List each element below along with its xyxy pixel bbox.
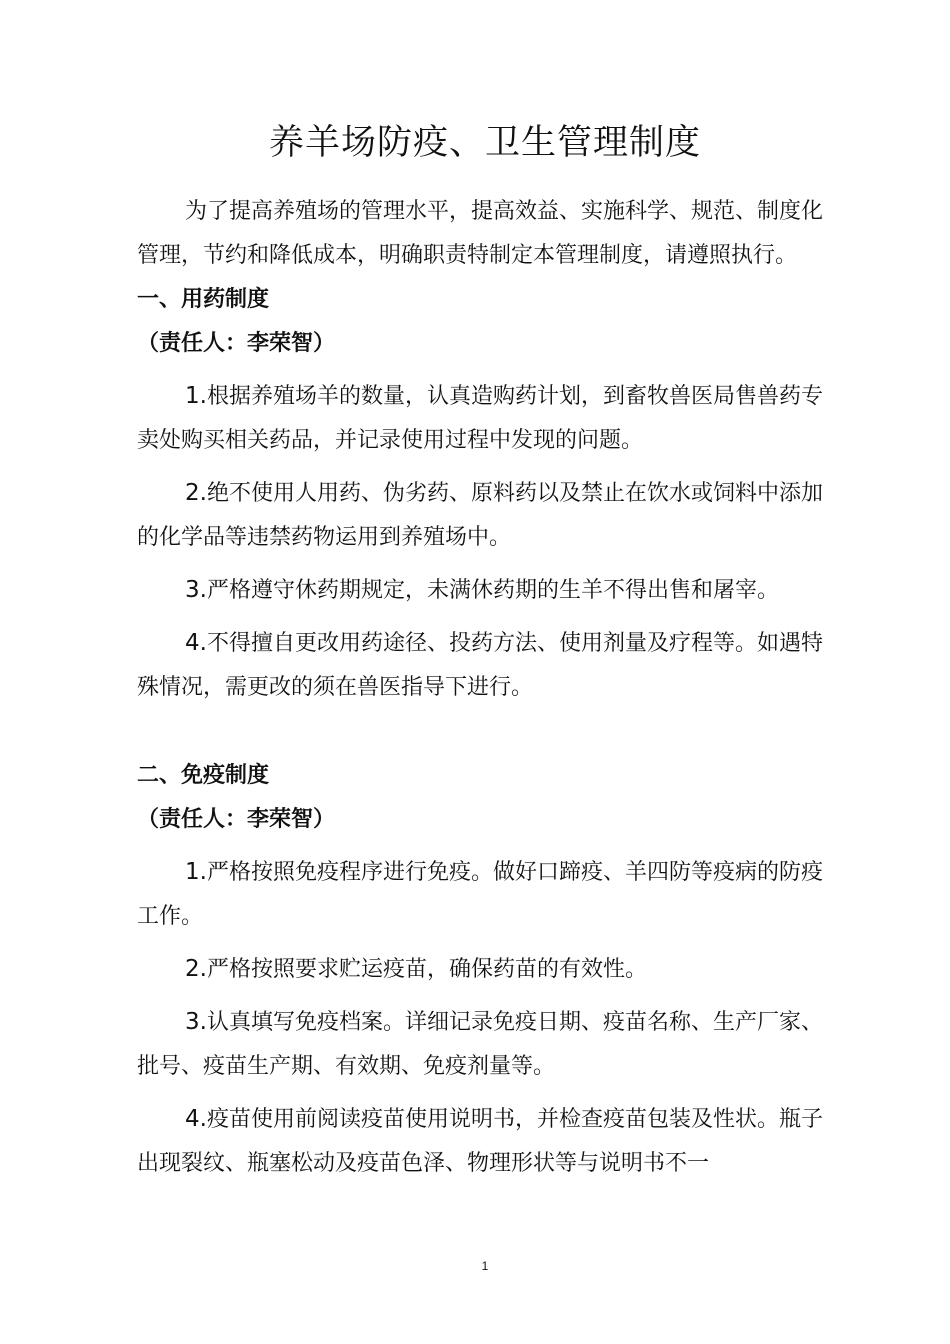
item-number: 4. <box>185 1106 207 1132</box>
item-number: 3. <box>185 1009 207 1035</box>
item-number: 1. <box>185 859 207 885</box>
item-text: 认真填写免疫档案。详细记录免疫日期、疫苗名称、生产厂家、批号、疫苗生产期、有效期、免疫剂量等。 <box>137 1010 823 1079</box>
section-immunization <box>137 754 837 1186</box>
item-text: 严格按照免疫程序进行免疫。做好口蹄疫、羊四防等疫病的防疫工作。 <box>137 860 823 929</box>
list-item <box>137 947 837 992</box>
page-number: 1 <box>481 1259 489 1273</box>
item-number: 2. <box>185 956 207 982</box>
item-text: 不得擅自更改用药途径、投药方法、使用剂量及疗程等。如遇特殊情况，需更改的须在兽医指导下进行。 <box>137 631 823 700</box>
item-text: 严格遵守休药期规定，未满休药期的生羊不得出售和屠宰。 <box>206 578 779 603</box>
item-text: 严格按照要求贮运疫苗，确保药苗的有效性。 <box>206 957 647 982</box>
section-heading: 二、免疫制度 <box>137 763 270 788</box>
document-body <box>137 190 837 1186</box>
item-text: 疫苗使用前阅读疫苗使用说明书，并检查疫苗包装及性状。瓶子出现裂纹、瓶塞松动及疫苗色泽、物理形状等与说明书不一 <box>137 1107 823 1176</box>
list-item <box>137 850 837 939</box>
list-item <box>137 471 837 560</box>
section-heading: 一、用药制度 <box>137 287 270 312</box>
responsible-person: （责任人：李荣智） <box>137 331 336 356</box>
item-text: 绝不使用人用药、伪劣药、原料药以及禁止在饮水或饲料中添加的化学品等违禁药物运用到养殖场中。 <box>137 481 823 550</box>
list-item <box>137 1097 837 1186</box>
list-item <box>137 621 837 710</box>
list-item <box>137 1000 837 1089</box>
item-number: 3. <box>185 577 207 603</box>
item-number: 2. <box>185 480 207 506</box>
list-item <box>137 374 837 463</box>
intro-paragraph: 为了提高养殖场的管理水平，提高效益、实施科学、规范、制度化管理，节约和降低成本，明确职责特制定本管理制度，请遵照执行。 <box>137 199 824 268</box>
item-number: 1. <box>185 383 207 409</box>
document-title: 养羊场防疫、卫生管理制度 <box>268 123 701 164</box>
section-medication <box>137 278 837 710</box>
item-number: 4. <box>185 630 207 656</box>
responsible-person: （责任人：李荣智） <box>137 807 336 832</box>
list-item <box>137 568 837 613</box>
item-text: 根据养殖场羊的数量，认真造购药计划，到畜牧兽医局售兽药专卖处购买相关药品，并记录使用过程中发现的问题。 <box>137 384 823 453</box>
